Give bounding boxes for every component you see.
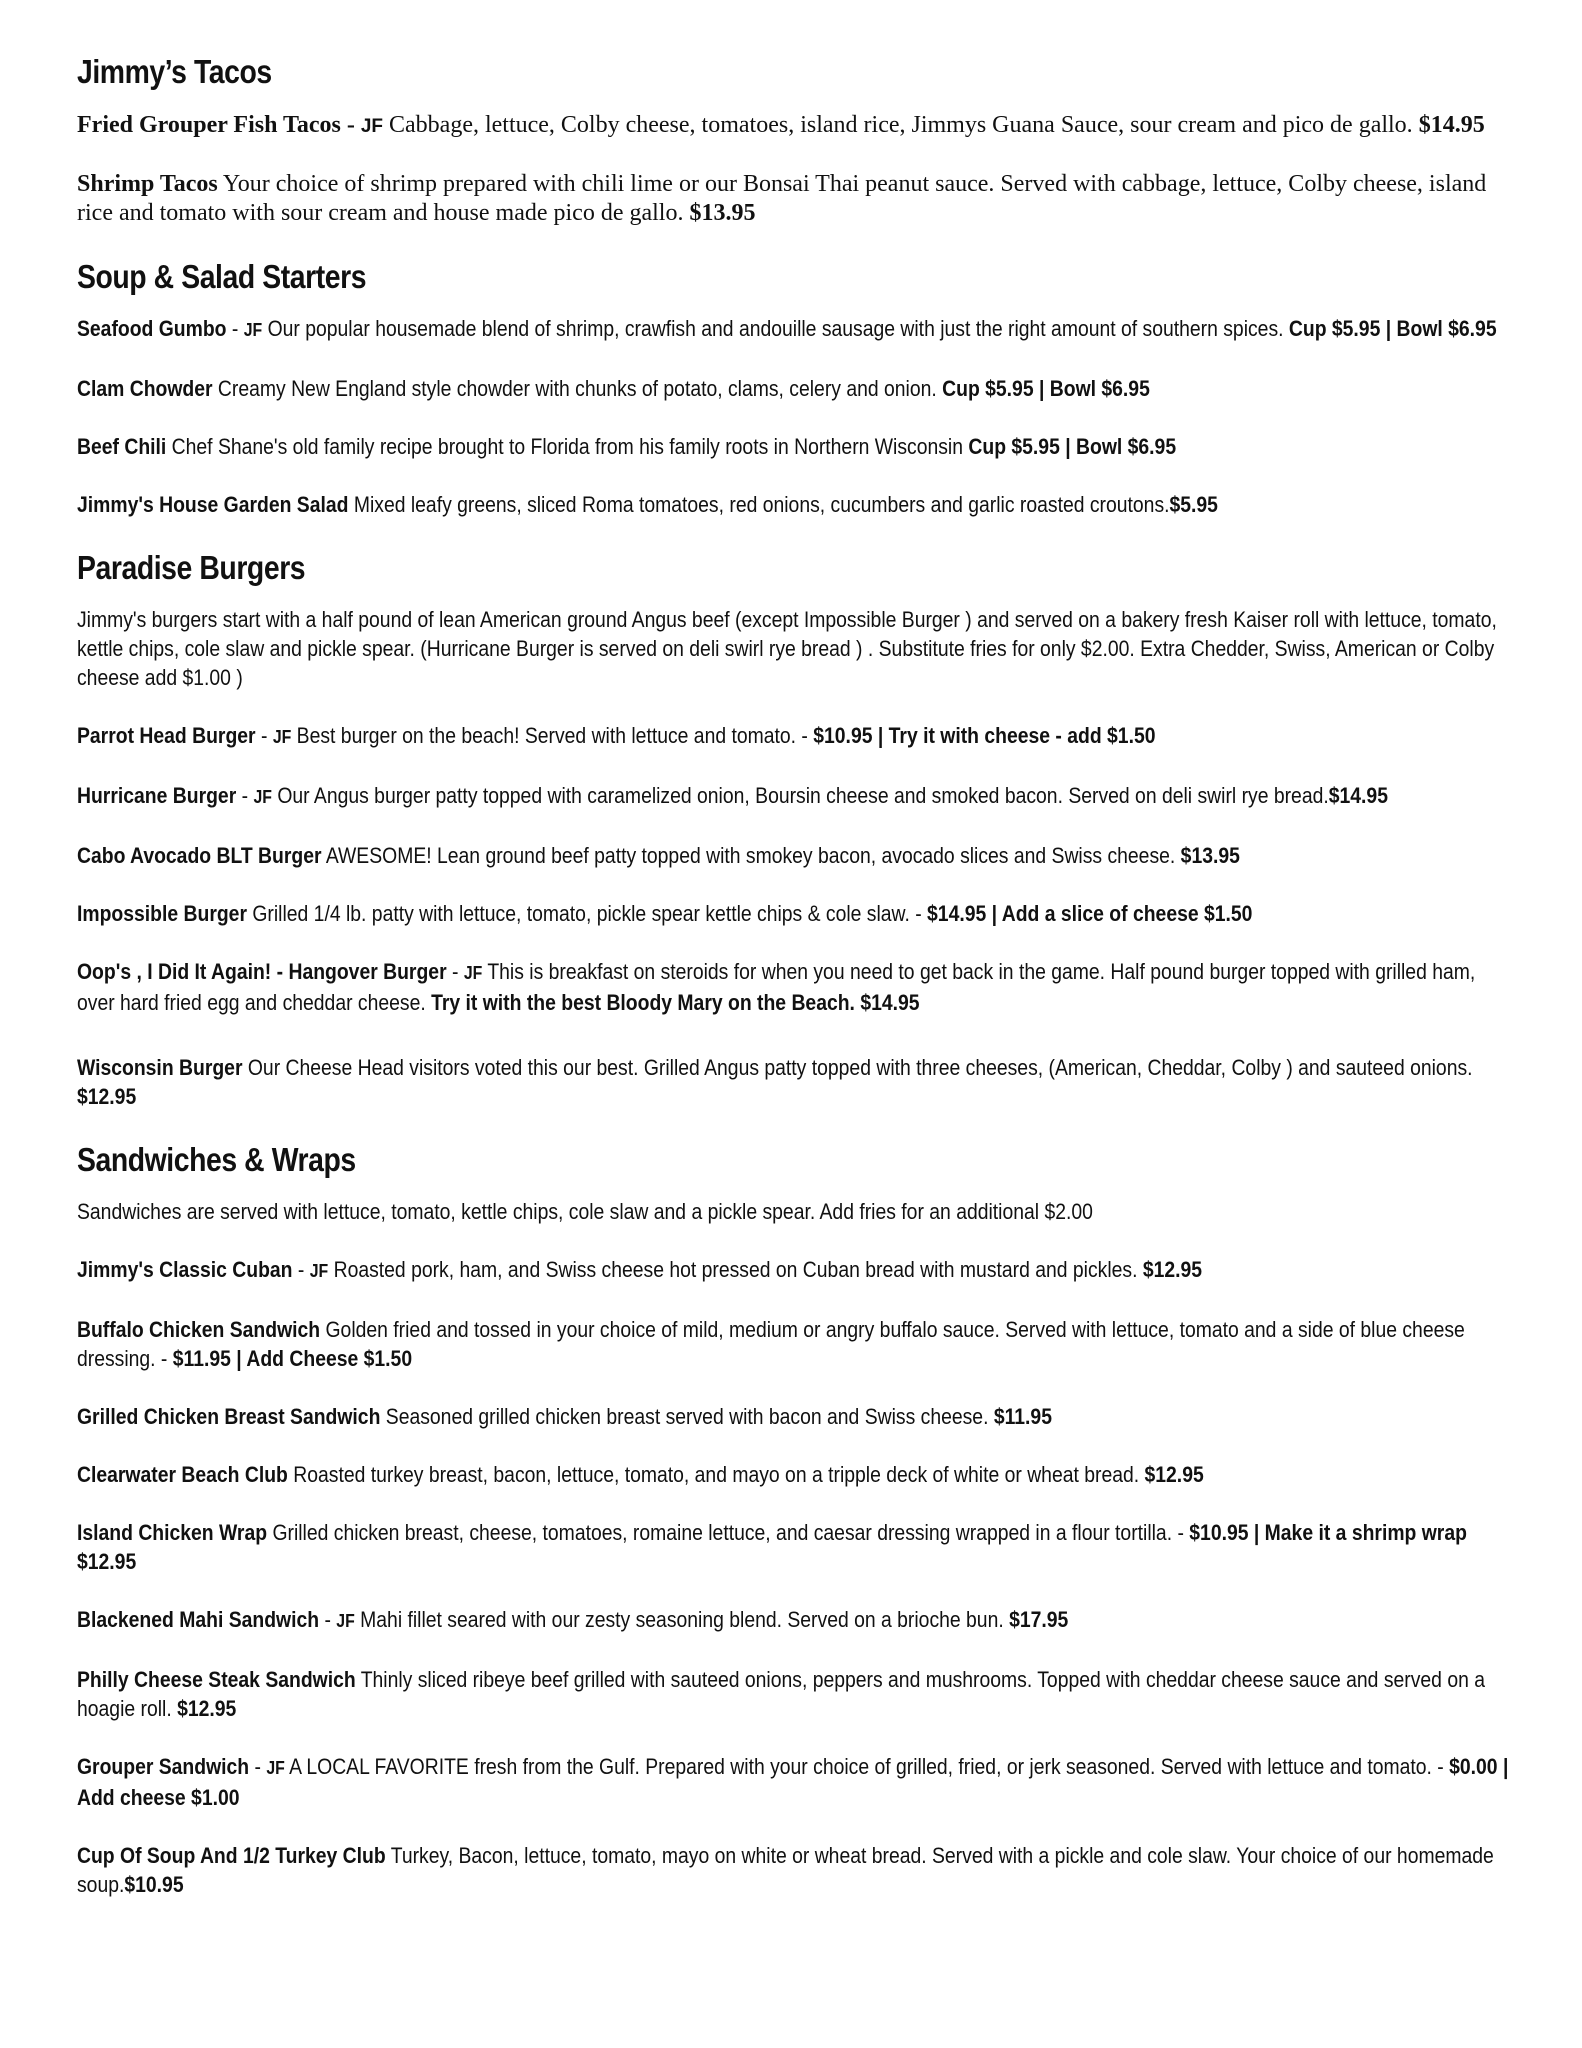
- item-description: Seasoned grilled chicken breast served with bacon and Swiss cheese.: [380, 1404, 994, 1429]
- item-separator: -: [249, 1754, 267, 1779]
- item-price: Cup $5.95 | Bowl $6.95: [968, 434, 1177, 459]
- item-description: Grilled 1/4 lb. patty with lettuce, tomato, pickle spear kettle chips & cole slaw. -: [246, 901, 928, 926]
- menu-item-buffalo-chicken-sandwich: [77, 1315, 1517, 1373]
- item-price: $13.95: [1180, 843, 1240, 868]
- jf-tag: JF: [266, 1758, 285, 1778]
- item-description: Best burger on the beach! Served with lettuce and tomato. -: [291, 723, 814, 748]
- item-name: Island Chicken Wrap: [77, 1520, 268, 1545]
- menu-item-grilled-chicken-breast-sandwich: [77, 1402, 1517, 1431]
- item-name: Oop's , I Did It Again! - Hangover Burger: [77, 959, 447, 984]
- item-description: Roasted pork, ham, and Swiss cheese hot pressed on Cuban bread with mustard and pickles.: [328, 1257, 1143, 1282]
- item-name: Fried Grouper Fish Tacos: [77, 112, 341, 138]
- menu-item-clearwater-beach-club: [77, 1460, 1517, 1489]
- menu-item-shrimp-tacos: [77, 170, 1517, 228]
- item-description: Thinly sliced ribeye beef grilled with sauteed onions, peppers and mushrooms. Topped with cheddar cheese sauce and served on a hoagie roll.: [77, 1667, 1485, 1721]
- item-description: Our popular housemade blend of shrimp, crawfish and andouille sausage with just the right amount of southern spices.: [262, 316, 1289, 341]
- item-description: A LOCAL FAVORITE fresh from the Gulf. Prepared with your choice of grilled, fried, or jerk seasoned. Served with lettuce and tomato. -: [284, 1754, 1450, 1779]
- item-name: Cup Of Soup And 1/2 Turkey Club: [77, 1843, 386, 1868]
- section-intro: Jimmy's burgers start with a half pound of lean American ground Angus beef (except Impossible Burger ) and served on a bakery fresh Kaiser roll with lettuce, tomato, kettle chips, cole slaw and pickle spear. (Hurricane Burger is served on deli swirl rye bread ) . Substitute fries for only $2.00. Extra Chedder, Swiss, American or Colby cheese add $1.00 ): [77, 607, 1497, 690]
- menu-item-classic-cuban: [77, 1255, 1517, 1286]
- jf-tag: JF: [243, 320, 263, 340]
- menu-item-parrot-head-burger: [77, 721, 1517, 752]
- jf-tag: JF: [360, 116, 383, 137]
- item-price: $12.95: [77, 1084, 137, 1109]
- item-description: This is breakfast on steroids for when you need to get back in the game. Half pound burger topped with grilled ham, over hard fried egg and cheddar cheese.: [77, 959, 1476, 1015]
- menu-item-house-garden-salad: [77, 490, 1517, 519]
- item-price: $14.95: [1328, 783, 1388, 808]
- section-sandwiches-wraps: [77, 1140, 1517, 1899]
- item-name: Cabo Avocado BLT Burger: [77, 843, 322, 868]
- item-price: $12.95: [1144, 1462, 1204, 1487]
- item-separator: -: [446, 959, 464, 984]
- menu-item-clam-chowder: [77, 374, 1517, 403]
- section-jimmys-tacos: [77, 52, 1517, 228]
- item-description: Mahi fillet seared with our zesty seasoning blend. Served on a brioche bun.: [354, 1607, 1010, 1632]
- section-paradise-burgers: [77, 548, 1517, 1111]
- item-price: $12.95: [1142, 1257, 1203, 1282]
- menu-item-wisconsin-burger: [77, 1053, 1517, 1111]
- jf-tag: JF: [272, 727, 292, 747]
- item-price: $11.95: [993, 1404, 1052, 1429]
- item-price: $17.95: [1009, 1607, 1069, 1632]
- item-description: Roasted turkey breast, bacon, lettuce, tomato, and mayo on a tripple deck of white or wheat bread.: [287, 1462, 1145, 1487]
- item-price: $11.95 | Add Cheese $1.50: [172, 1346, 413, 1371]
- menu-item-blackened-mahi-sandwich: [77, 1605, 1517, 1636]
- menu-item-hurricane-burger: [77, 781, 1517, 812]
- section-soup-salad-starters: [77, 257, 1517, 519]
- item-price: $0.00 | Add cheese $1.00: [77, 1754, 1509, 1810]
- item-description: Creamy New England style chowder with chunks of potato, clams, celery and onion.: [212, 376, 943, 401]
- jf-tag: JF: [463, 963, 483, 983]
- item-description: Mixed leafy greens, sliced Roma tomatoes, red onions, cucumbers and garlic roasted croutons.: [348, 492, 1170, 517]
- item-price: Try it with the best Bloody Mary on the Beach. $14.95: [431, 990, 920, 1015]
- item-description: Chef Shane's old family recipe brought to Florida from his family roots in Northern Wisconsin: [166, 434, 969, 459]
- item-description: Our Angus burger patty topped with caramelized onion, Boursin cheese and smoked bacon. Served on deli swirl rye bread.: [271, 783, 1329, 808]
- item-description: Cabbage, lettuce, Colby cheese, tomatoes, island rice, Jimmys Guana Sauce, sour cream and pico de gallo.: [383, 112, 1419, 138]
- section-title: Jimmy’s Tacos: [77, 53, 272, 90]
- item-price: $10.95 | Make it a shrimp wrap $12.95: [77, 1520, 1467, 1574]
- item-name: Hurricane Burger: [77, 783, 237, 808]
- item-name: Shrimp Tacos: [77, 171, 218, 197]
- item-name: Clearwater Beach Club: [77, 1462, 288, 1487]
- menu-page: [77, 52, 1517, 1928]
- item-description: AWESOME! Lean ground beef patty topped with smokey bacon, avocado slices and Swiss cheese.: [321, 843, 1181, 868]
- jf-tag: JF: [309, 1261, 329, 1281]
- item-name: Philly Cheese Steak Sandwich: [77, 1667, 356, 1692]
- menu-item-impossible-burger: [77, 899, 1517, 928]
- section-title: Paradise Burgers: [77, 549, 306, 586]
- item-name: Seafood Gumbo: [77, 316, 227, 341]
- jf-tag: JF: [336, 1611, 355, 1631]
- item-separator: -: [226, 316, 244, 341]
- item-separator: -: [340, 112, 361, 138]
- item-name: Beef Chili: [77, 434, 167, 459]
- menu-item-grouper-sandwich: [77, 1752, 1517, 1812]
- menu-item-beef-chili: [77, 432, 1517, 461]
- menu-item-hangover-burger: [77, 957, 1517, 1017]
- item-name: Parrot Head Burger: [77, 723, 256, 748]
- item-name: Jimmy's Classic Cuban: [77, 1257, 293, 1282]
- item-separator: -: [319, 1607, 337, 1632]
- menu-item-cabo-avocado-blt-burger: [77, 841, 1517, 870]
- jf-tag: JF: [253, 787, 272, 807]
- item-separator: -: [255, 723, 273, 748]
- item-separator: -: [292, 1257, 310, 1282]
- item-name: Grouper Sandwich: [77, 1754, 250, 1779]
- item-description: Your choice of shrimp prepared with chili lime or our Bonsai Thai peanut sauce. Served with cabbage, lettuce, Colby cheese, island rice and tomato with sour cream and house made pico de gallo.: [77, 171, 1487, 226]
- item-name: Blackened Mahi Sandwich: [77, 1607, 320, 1632]
- item-name: Wisconsin Burger: [77, 1055, 243, 1080]
- item-description: Grilled chicken breast, cheese, tomatoes, romaine lettuce, and caesar dressing wrapped in a flour tortilla. -: [267, 1520, 1190, 1545]
- item-price: $5.95: [1169, 492, 1218, 517]
- menu-item-fried-grouper-fish-tacos: [77, 111, 1517, 141]
- menu-item-soup-and-half-turkey-club: [77, 1841, 1517, 1899]
- section-intro: Sandwiches are served with lettuce, tomato, kettle chips, cole slaw and a pickle spear. Add fries for an additional $2.00: [77, 1199, 1093, 1224]
- item-separator: -: [236, 783, 254, 808]
- item-price: $14.95: [1418, 112, 1485, 138]
- item-price: $12.95: [177, 1696, 237, 1721]
- item-name: Impossible Burger: [77, 901, 247, 926]
- item-name: Buffalo Chicken Sandwich: [77, 1317, 321, 1342]
- menu-item-seafood-gumbo: [77, 314, 1517, 345]
- item-price: Cup $5.95 | Bowl $6.95: [1288, 316, 1497, 341]
- item-description: Turkey, Bacon, lettuce, tomato, mayo on white or wheat bread. Served with a pickle and cole slaw. Your choice of our homemade soup.: [77, 1843, 1494, 1897]
- item-price: $14.95 | Add a slice of cheese $1.50: [927, 901, 1253, 926]
- item-name: Jimmy's House Garden Salad: [77, 492, 349, 517]
- section-title: Soup & Salad Starters: [77, 258, 367, 295]
- item-price: $10.95: [124, 1872, 184, 1897]
- item-description: Our Cheese Head visitors voted this our best. Grilled Angus patty topped with three cheeses, (American, Cheddar, Colby ) and sauteed onions.: [242, 1055, 1473, 1080]
- item-name: Grilled Chicken Breast Sandwich: [77, 1404, 381, 1429]
- item-name: Clam Chowder: [77, 376, 213, 401]
- item-price: $10.95 | Try it with cheese - add $1.50: [813, 723, 1156, 748]
- item-description: Golden fried and tossed in your choice of mild, medium or angry buffalo sauce. Served with lettuce, tomato and a side of blue cheese dressing. -: [77, 1317, 1465, 1371]
- item-price: $13.95: [689, 200, 756, 226]
- item-price: Cup $5.95 | Bowl $6.95: [942, 376, 1150, 401]
- menu-item-philly-cheese-steak-sandwich: [77, 1665, 1517, 1723]
- section-title: Sandwiches & Wraps: [77, 1141, 356, 1178]
- menu-item-island-chicken-wrap: [77, 1518, 1517, 1576]
